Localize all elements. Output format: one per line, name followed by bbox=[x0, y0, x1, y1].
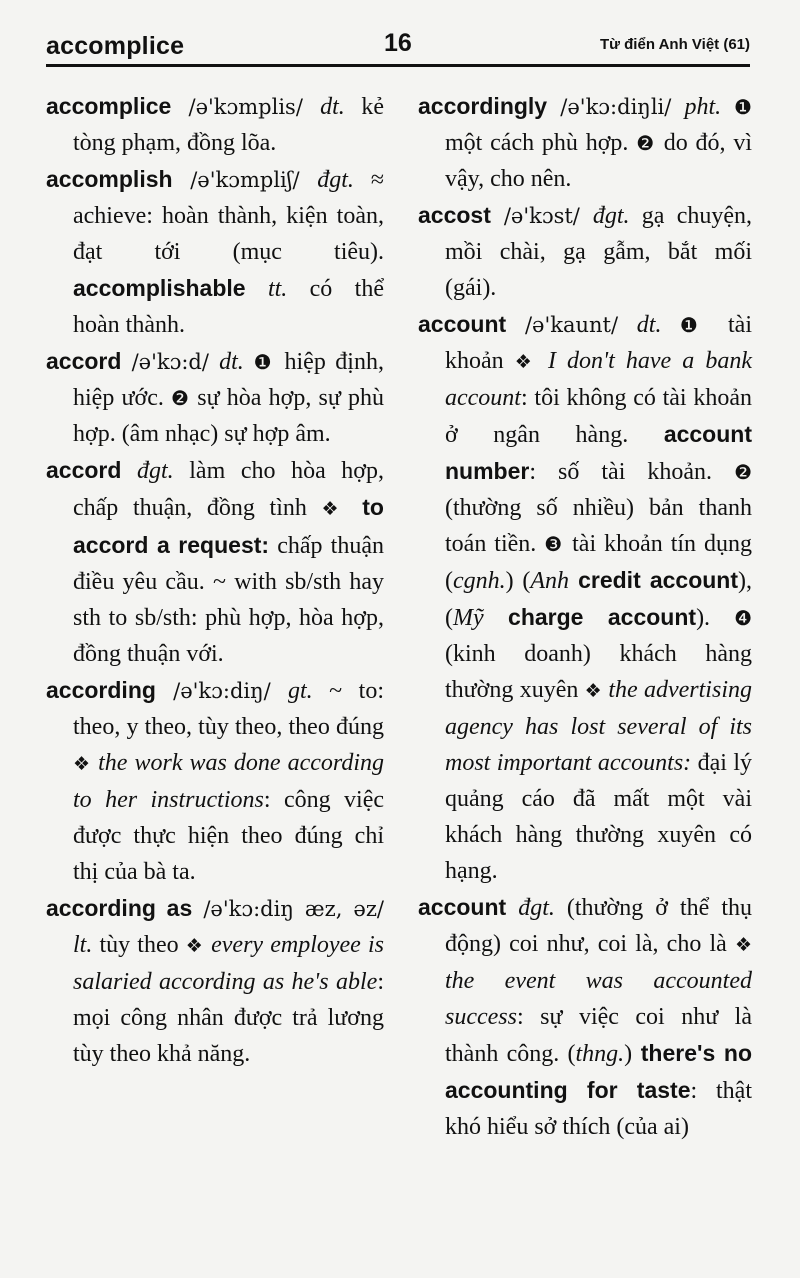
part-of-speech: đgt. bbox=[317, 167, 354, 193]
phrase: account number bbox=[445, 421, 752, 484]
book-title: Từ điển Anh Việt (61) bbox=[599, 36, 750, 53]
definition: gạ chuyện, mồi chài, gạ gẫm, bắt mối (gái). bbox=[445, 203, 752, 301]
definition: : số tài khoản. bbox=[529, 459, 735, 485]
definition: tùy theo bbox=[92, 932, 186, 958]
example-sentence: the advertising agency has lost several of its most important accounts: bbox=[445, 677, 752, 776]
example-diamond-icon: ❖ bbox=[321, 498, 348, 520]
definition: tài khoản bbox=[445, 312, 752, 374]
entry-account-noun bbox=[418, 306, 752, 889]
page-header bbox=[46, 28, 750, 62]
sense-number: ❹ bbox=[734, 606, 752, 630]
definition: làm cho hòa hợp, chấp thuận, đồng tình bbox=[73, 458, 384, 521]
definition: sự hòa hợp, sự phù hợp. (âm nhạc) sự hợp âm. bbox=[73, 385, 385, 447]
sense-number: ❶ bbox=[243, 350, 276, 374]
example-translation: : công việc được thực hiện theo đúng chỉ thị của bà ta. bbox=[73, 787, 384, 885]
headword: accordingly bbox=[418, 93, 548, 119]
entry-accomplice bbox=[46, 88, 384, 161]
text: ) bbox=[624, 1041, 633, 1067]
region-label: Mỹ bbox=[453, 605, 484, 631]
entry-accord-noun bbox=[46, 343, 384, 452]
part-of-speech: dt. bbox=[219, 349, 244, 375]
sense-number: ❷ bbox=[636, 131, 656, 155]
text: ). bbox=[696, 605, 735, 631]
sense-number: ❸ bbox=[544, 532, 565, 556]
definition: ≈ achieve: hoàn thành, kiện toàn, đạt tới (mục tiêu). bbox=[73, 167, 385, 265]
definition: do đó, vì vậy, cho nên. bbox=[445, 130, 752, 192]
sub-headword: accomplishable bbox=[73, 275, 246, 301]
headword: according as bbox=[46, 895, 193, 921]
header-rule bbox=[46, 64, 750, 67]
phonetic: /ə'kɔmplis/ bbox=[171, 95, 321, 119]
headword: accomplice bbox=[46, 93, 172, 119]
definition: một cách phù hợp. bbox=[445, 130, 637, 156]
entry-account-verb bbox=[418, 889, 752, 1145]
part-of-speech: lt. bbox=[73, 932, 93, 958]
phonetic: /ə'kɔ:diŋ/ bbox=[155, 679, 288, 703]
sense-number: ❷ bbox=[734, 460, 752, 484]
definition: kẻ tòng phạm, đồng lõa. bbox=[73, 94, 384, 156]
example-sentence: the event was accounted success bbox=[445, 968, 752, 1030]
sense-number: ❶ bbox=[721, 95, 752, 119]
phonetic: /ə'kɔmpliʃ/ bbox=[172, 168, 318, 192]
entry-according-as bbox=[46, 890, 384, 1072]
example-translation: : sự việc coi như là thành công. ( bbox=[445, 1004, 752, 1067]
example-sentence: the work was done according to her instructions bbox=[73, 750, 384, 813]
definition: ~ to: theo, y theo, tùy theo, theo đúng bbox=[73, 678, 384, 740]
example-diamond-icon: ❖ bbox=[185, 935, 204, 957]
definition: (thường ở thể thụ động) coi như, coi là, cho là bbox=[445, 895, 752, 957]
left-column bbox=[46, 88, 384, 1072]
headword: accord bbox=[46, 348, 122, 374]
definition: có thể hoàn thành. bbox=[73, 276, 384, 338]
example-diamond-icon: ❖ bbox=[73, 753, 92, 775]
entry-according bbox=[46, 672, 384, 890]
part-of-speech: đgt. bbox=[506, 895, 555, 921]
phonetic: /ə'kɔst/ bbox=[490, 204, 593, 228]
part-of-speech: dt. bbox=[320, 94, 345, 120]
phonetic: /ə'kaunt/ bbox=[506, 313, 637, 337]
headword: account bbox=[418, 894, 507, 920]
part-of-speech: đgt. bbox=[121, 458, 174, 484]
phonetic: /ə'kɔ:d/ bbox=[121, 350, 220, 374]
definition: tài khoản tín dụng ( bbox=[445, 531, 752, 594]
headword: account bbox=[418, 311, 507, 337]
sense-number: ❷ bbox=[171, 386, 191, 410]
phrase: to accord a request: bbox=[73, 494, 384, 558]
sense-number: ❶ bbox=[661, 313, 710, 337]
part-of-speech: đgt. bbox=[592, 203, 630, 229]
phonetic: /ə'kɔ:diŋ æz, əz/ bbox=[192, 897, 384, 921]
running-head: accomplice bbox=[46, 32, 185, 60]
right-column bbox=[418, 88, 752, 1145]
example-translation: đại lý quảng cáo đã mất một vài khách hàng thường xuyên có hạng. bbox=[445, 750, 752, 884]
headword: accord bbox=[46, 457, 122, 483]
part-of-speech: dt. bbox=[636, 312, 662, 338]
text: ), ( bbox=[445, 568, 752, 631]
part-of-speech: pht. bbox=[684, 94, 722, 120]
headword: according bbox=[46, 677, 156, 703]
page-number: 16 bbox=[384, 29, 412, 57]
definition: hiệp định, hiệp ước. bbox=[73, 349, 384, 411]
part-of-speech: tt. bbox=[245, 276, 288, 302]
example-sentence: every employee is salaried according as he's able bbox=[73, 932, 384, 995]
abbreviation: cgnh. bbox=[453, 568, 506, 594]
definition: (thường số nhiều) bản thanh toán tiền. bbox=[445, 495, 752, 557]
abbreviation: thng. bbox=[575, 1041, 625, 1067]
definition: chấp thuận điều yêu cầu. ~ with sb/sth hay sth to sb/sth: phù hợp, hòa hợp, đồng thuận với. bbox=[73, 533, 384, 667]
phrase: charge account bbox=[483, 604, 697, 630]
headword: accomplish bbox=[46, 166, 173, 192]
entry-accord-verb bbox=[46, 452, 384, 672]
phrase: there's no accounting for taste bbox=[445, 1040, 752, 1103]
example-translation: : mọi công nhân được trả lương tùy theo khả năng. bbox=[73, 969, 384, 1067]
region-label: Anh bbox=[530, 568, 570, 594]
example-diamond-icon: ❖ bbox=[514, 351, 537, 373]
example-diamond-icon: ❖ bbox=[734, 934, 752, 956]
entry-accost bbox=[418, 197, 752, 306]
entry-accordingly bbox=[418, 88, 752, 197]
text: ) ( bbox=[505, 568, 531, 594]
phrase: credit account bbox=[569, 567, 738, 593]
entry-accomplish bbox=[46, 161, 384, 343]
example-translation: : tôi không có tài khoản ở ngân hàng. bbox=[445, 385, 752, 448]
definition: (kinh doanh) khách hàng thường xuyên bbox=[445, 641, 752, 703]
part-of-speech: gt. bbox=[287, 678, 313, 704]
example-sentence: I don't have a bank account bbox=[445, 348, 752, 411]
example-diamond-icon: ❖ bbox=[584, 680, 603, 702]
definition: : thật khó hiểu sở thích (của ai) bbox=[445, 1078, 752, 1140]
headword: accost bbox=[418, 202, 491, 228]
phonetic: /ə'kɔ:diŋli/ bbox=[547, 95, 685, 119]
